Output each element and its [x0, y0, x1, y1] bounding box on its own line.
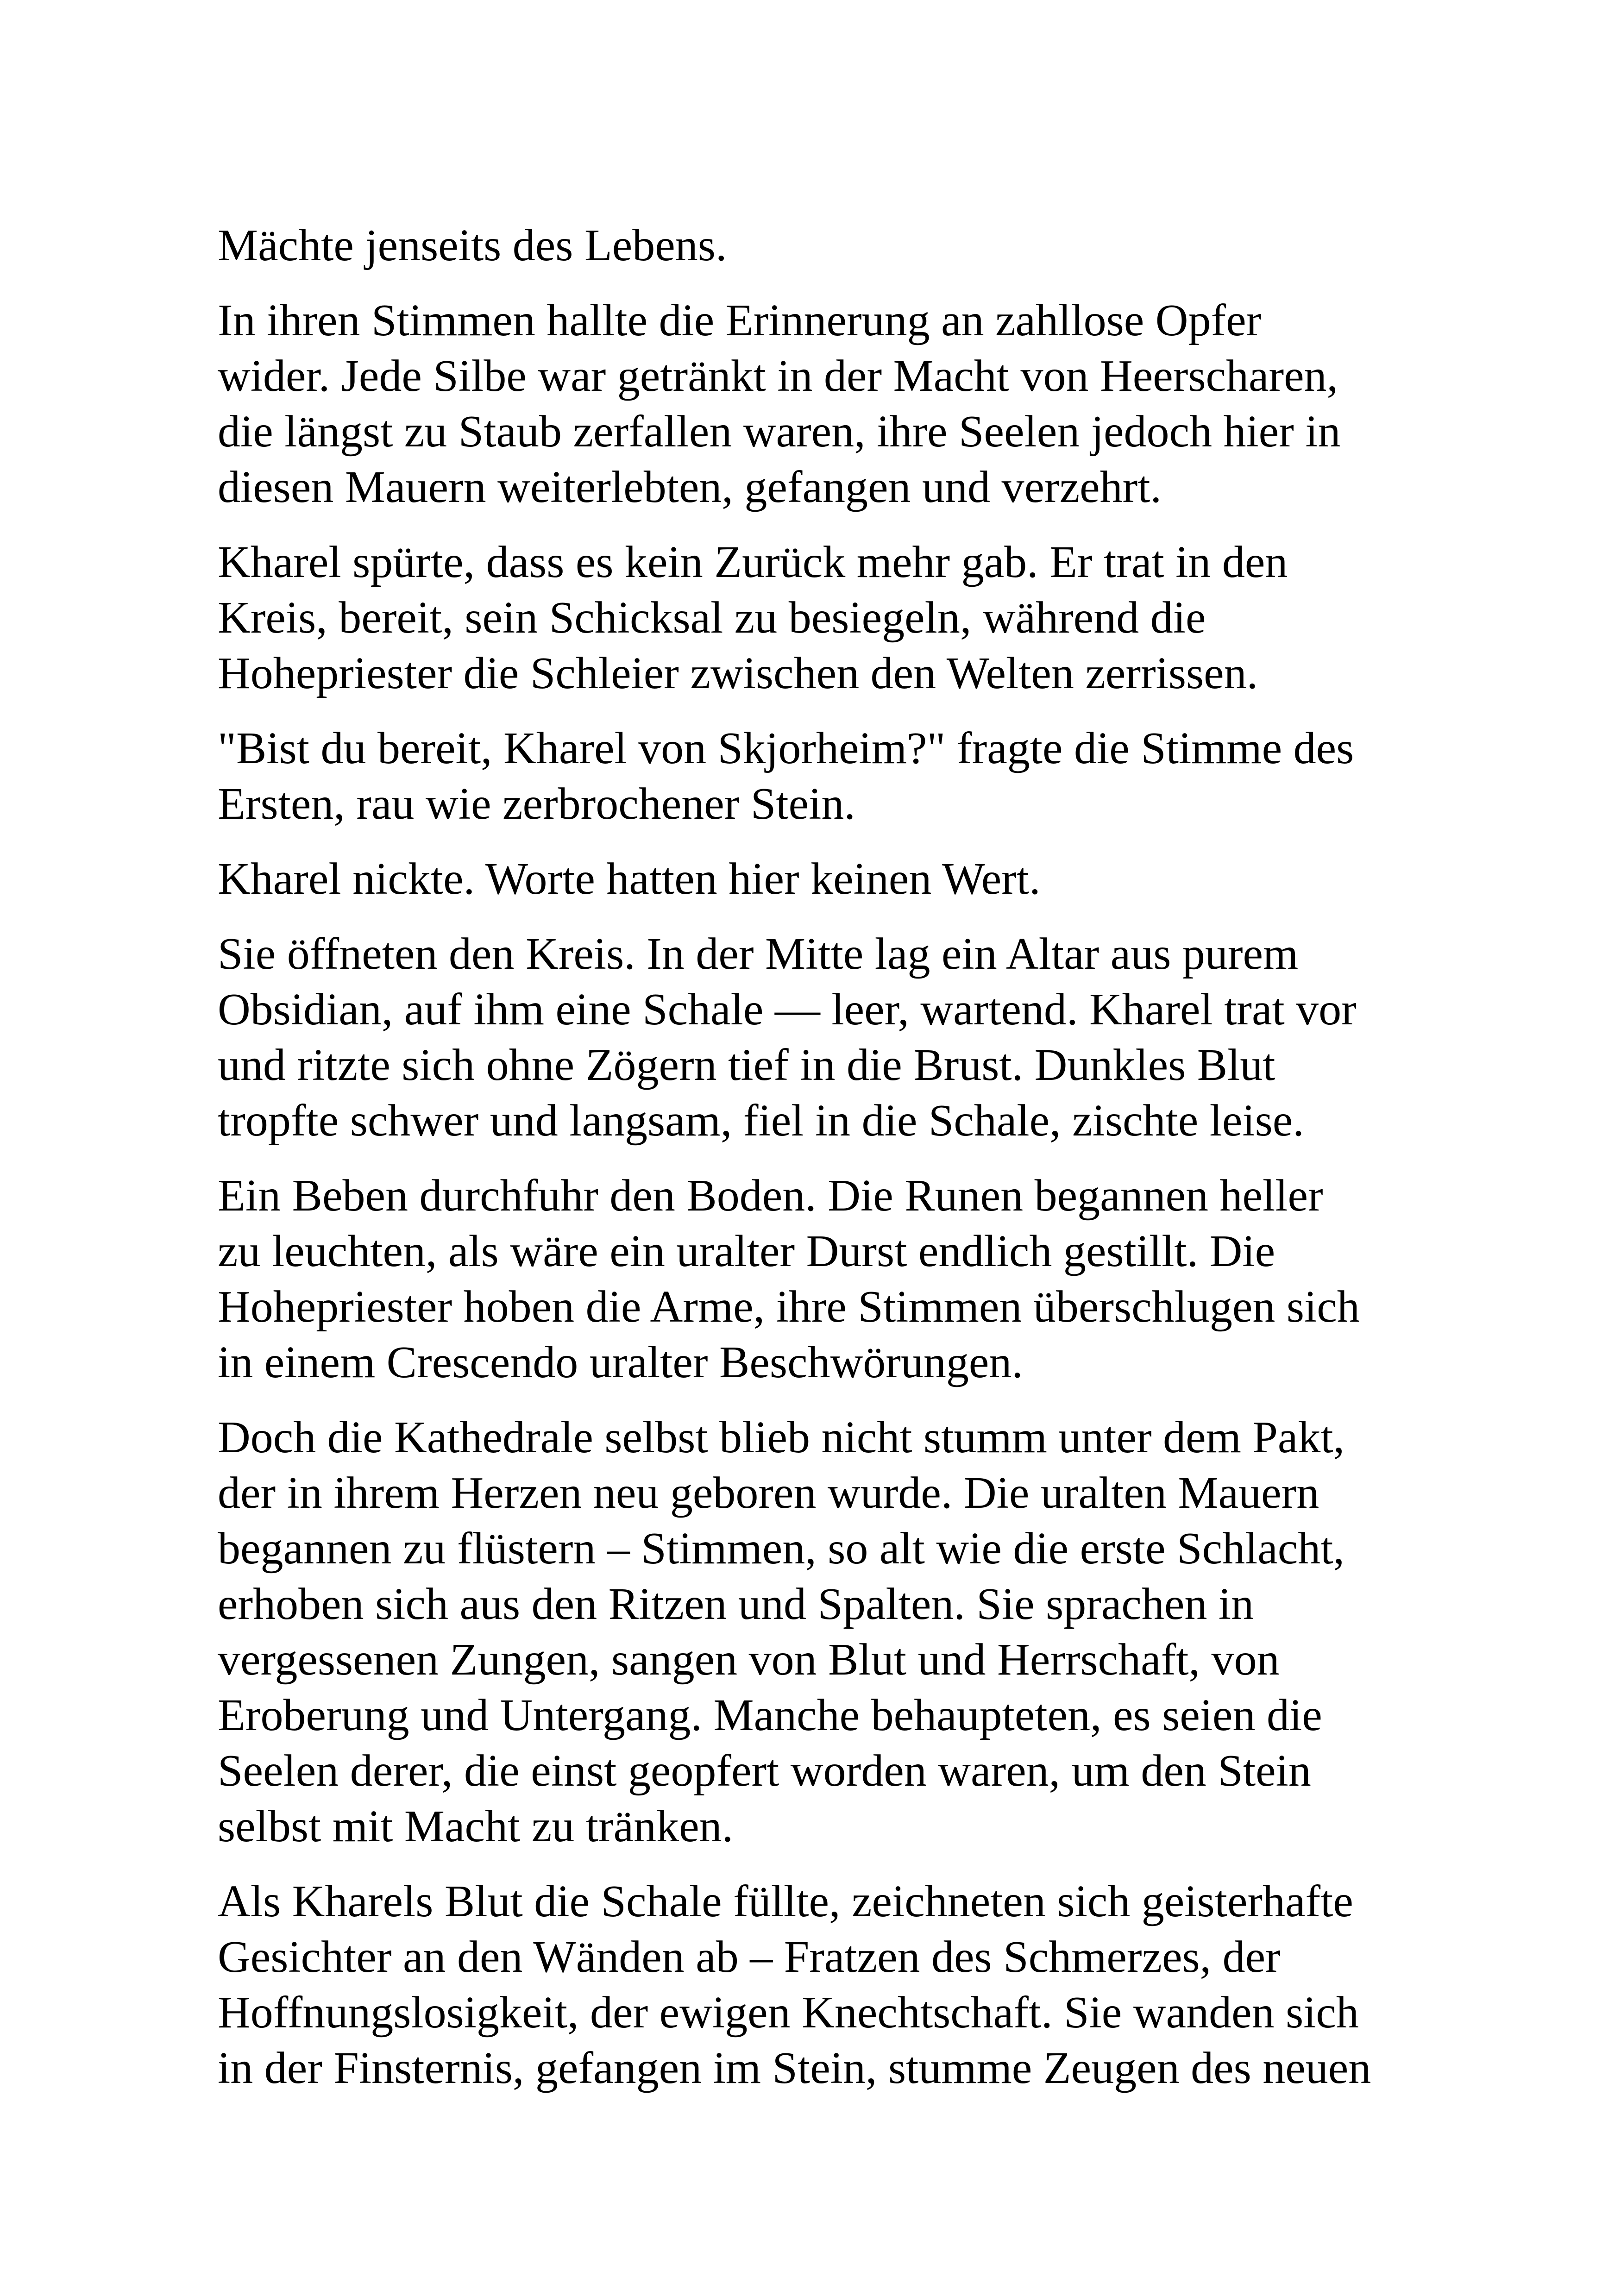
- text-line: in der Finsternis, gefangen im Stein, stumme Zeugen des neuen: [218, 2043, 1371, 2093]
- text-line: Kharel spürte, dass es kein Zurück mehr gab. Er trat in den: [218, 537, 1288, 587]
- paragraph: [218, 534, 1422, 701]
- text-line: Ersten, rau wie zerbrochener Stein.: [218, 779, 855, 829]
- text-line: Mächte jenseits des Lebens.: [218, 220, 727, 270]
- paragraph: [218, 1874, 1422, 2096]
- paragraph: [218, 721, 1422, 832]
- paragraph: [218, 293, 1422, 515]
- text-line: selbst mit Macht zu tränken.: [218, 1801, 734, 1851]
- text-line: Kreis, bereit, sein Schicksal zu besiegeln, während die: [218, 593, 1206, 643]
- text-line: wider. Jede Silbe war getränkt in der Macht von Heerscharen,: [218, 351, 1338, 401]
- paragraph: [218, 1410, 1422, 1854]
- text-line: Doch die Kathedrale selbst blieb nicht stumm unter dem Pakt,: [218, 1412, 1345, 1462]
- paragraph: [218, 926, 1422, 1148]
- text-line: Seelen derer, die einst geopfert worden waren, um den Stein: [218, 1746, 1311, 1796]
- paragraph: [218, 1168, 1422, 1390]
- document-body: [218, 218, 1422, 2115]
- text-line: Eroberung und Untergang. Manche behaupteten, es seien die: [218, 1690, 1322, 1740]
- text-line: Hohepriester hoben die Arme, ihre Stimmen überschlugen sich: [218, 1282, 1360, 1332]
- text-line: begannen zu flüstern – Stimmen, so alt wie die erste Schlacht,: [218, 1524, 1345, 1574]
- text-line: der in ihrem Herzen neu geboren wurde. Die uralten Mauern: [218, 1468, 1319, 1518]
- text-line: "Bist du bereit, Kharel von Skjorheim?" fragte die Stimme des: [218, 723, 1354, 773]
- text-line: Hohepriester die Schleier zwischen den Welten zerrissen.: [218, 648, 1258, 698]
- text-line: Gesichter an den Wänden ab – Fratzen des Schmerzes, der: [218, 1932, 1281, 1982]
- text-line: diesen Mauern weiterlebten, gefangen und verzehrt.: [218, 462, 1162, 512]
- paragraph: [218, 218, 1422, 273]
- paragraph: [218, 851, 1422, 907]
- text-line: erhoben sich aus den Ritzen und Spalten. Sie sprachen in: [218, 1579, 1254, 1629]
- text-line: Ein Beben durchfuhr den Boden. Die Runen begannen heller: [218, 1171, 1323, 1221]
- text-line: Hoffnungslosigkeit, der ewigen Knechtschaft. Sie wanden sich: [218, 1988, 1359, 2038]
- text-line: zu leuchten, als wäre ein uralter Durst endlich gestillt. Die: [218, 1226, 1275, 1276]
- text-line: Als Kharels Blut die Schale füllte, zeichneten sich geisterhafte: [218, 1876, 1353, 1926]
- text-line: Kharel nickte. Worte hatten hier keinen Wert.: [218, 854, 1041, 904]
- text-line: und ritzte sich ohne Zögern tief in die Brust. Dunkles Blut: [218, 1040, 1275, 1090]
- text-line: in einem Crescendo uralter Beschwörungen.: [218, 1337, 1023, 1387]
- text-line: Sie öffneten den Kreis. In der Mitte lag ein Altar aus purem: [218, 929, 1299, 979]
- text-line: Obsidian, auf ihm eine Schale — leer, wartend. Kharel trat vor: [218, 985, 1357, 1035]
- text-line: vergessenen Zungen, sangen von Blut und Herrschaft, von: [218, 1635, 1280, 1685]
- text-line: In ihren Stimmen hallte die Erinnerung an zahllose Opfer: [218, 295, 1262, 345]
- text-line: tropfte schwer und langsam, fiel in die Schale, zischte leise.: [218, 1096, 1304, 1146]
- text-line: die längst zu Staub zerfallen waren, ihre Seelen jedoch hier in: [218, 407, 1341, 457]
